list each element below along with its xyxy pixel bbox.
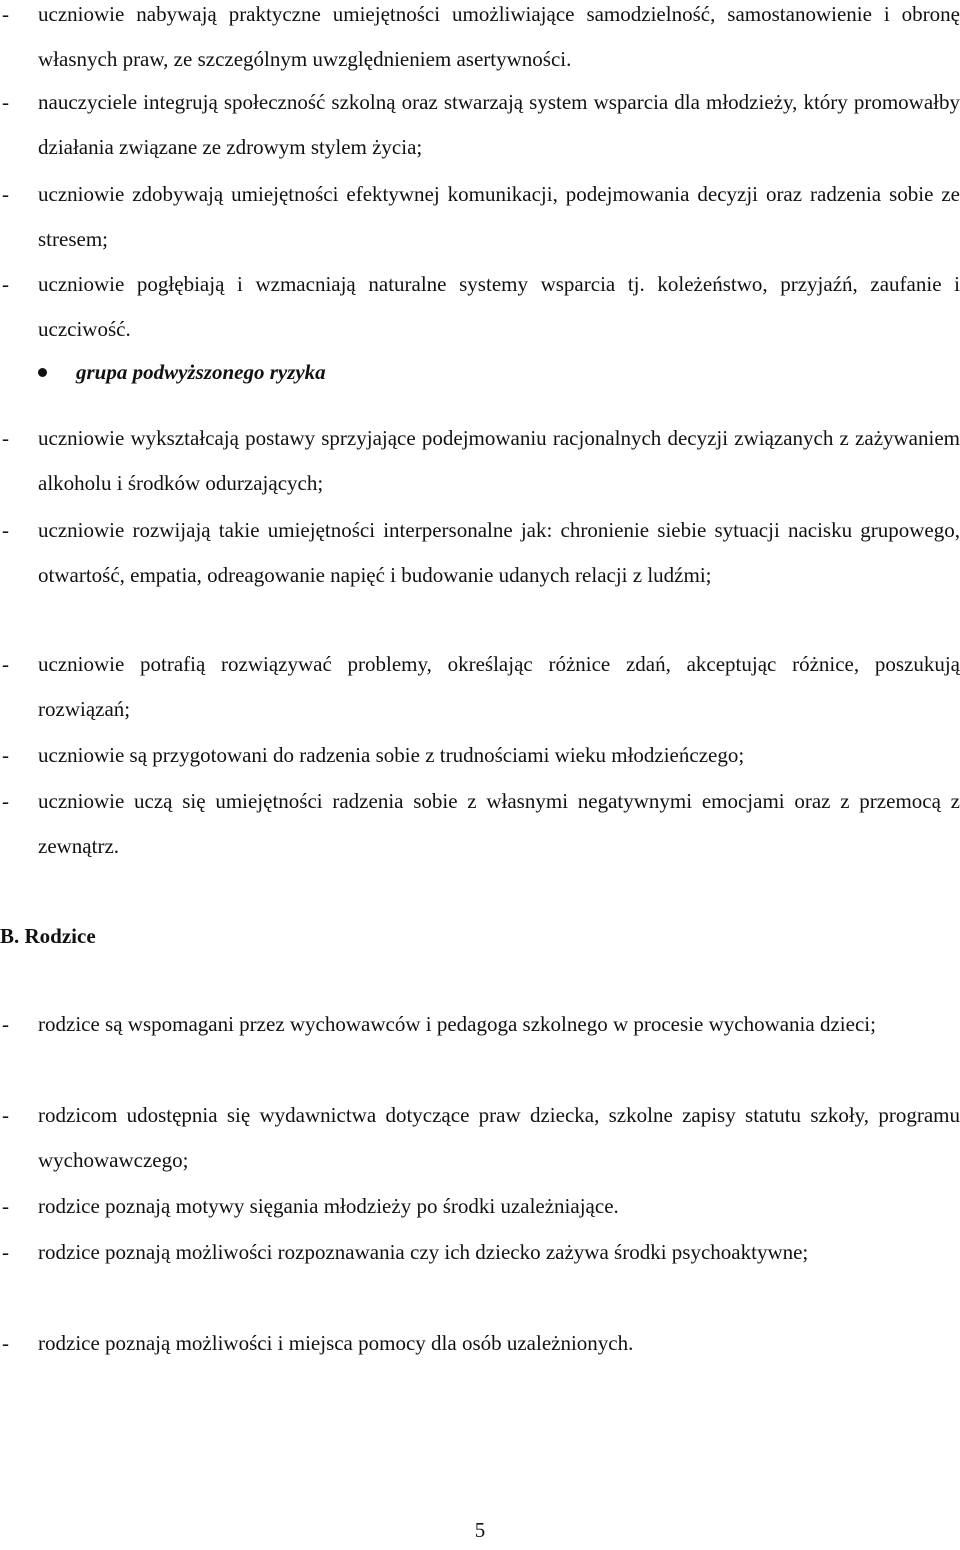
- list-dash: -: [2, 90, 9, 114]
- bullet-heading-text: grupa podwyższonego ryzyka: [76, 360, 326, 384]
- list-dash: -: [2, 518, 9, 542]
- list-item: [0, 779, 960, 869]
- list-item: [0, 262, 960, 352]
- list-item-text: rodzice poznają możliwości rozpoznawania czy ich dziecko zażywa środki psychoaktywne;: [38, 1240, 809, 1264]
- list-item-text: rodzice są wspomagani przez wychowawców i pedagoga szkolnego w procesie wychowania dzieci;: [38, 1012, 876, 1036]
- list-item: [0, 80, 960, 170]
- list-dash: -: [2, 1103, 9, 1127]
- list-item: [0, 0, 960, 82]
- list-item-text: uczniowie wykształcają postawy sprzyjające podejmowaniu racjonalnych decyzji związanych z zażywaniem alkoholu i środków odurzających;: [38, 426, 960, 495]
- list-dash: -: [2, 2, 9, 26]
- list-item-text: uczniowie potrafią rozwiązywać problemy, określając różnice zdań, akceptując różnice, poszukują rozwiązań;: [38, 652, 960, 721]
- list-item-text: uczniowie pogłębiają i wzmacniają naturalne systemy wsparcia tj. koleżeństwo, przyjaźń, zaufanie i uczciwość.: [38, 272, 960, 341]
- list-item-text: nauczyciele integrują społeczność szkolną oraz stwarzają system wsparcia dla młodzieży, który promowałby działania związane ze zdrowym stylem życia;: [38, 90, 960, 159]
- list-item: [0, 1093, 960, 1183]
- list-dash: -: [2, 1240, 9, 1264]
- list-dash: -: [2, 1331, 9, 1355]
- section-heading: B. Rodzice: [0, 924, 96, 948]
- list-item-text: uczniowie zdobywają umiejętności efektywnej komunikacji, podejmowania decyzji oraz radzenia sobie ze stresem;: [38, 182, 960, 251]
- list-item: [0, 642, 960, 732]
- list-dash: -: [2, 652, 9, 676]
- list-dash: -: [2, 789, 9, 813]
- page-number: 5: [474, 1518, 486, 1542]
- list-item-text: uczniowie uczą się umiejętności radzenia sobie z własnymi negatywnymi emocjami oraz z przemocą z zewnątrz.: [38, 789, 960, 858]
- list-item-text: uczniowie są przygotowani do radzenia sobie z trudnościami wieku młodzieńczego;: [38, 743, 745, 767]
- bullet-heading: [0, 350, 960, 394]
- list-item: [0, 172, 960, 262]
- list-item: [0, 1184, 960, 1229]
- list-item-text: rodzice poznają możliwości i miejsca pomocy dla osób uzależnionych.: [38, 1331, 634, 1355]
- list-dash: -: [2, 1012, 9, 1036]
- list-dash: -: [2, 272, 9, 296]
- list-item: [0, 1321, 960, 1366]
- list-item: [0, 1002, 960, 1047]
- list-item-text: rodzice poznają motywy sięgania młodzieży po środki uzależniające.: [38, 1194, 619, 1218]
- list-item-text: rodzicom udostępnia się wydawnictwa dotyczące praw dziecka, szkolne zapisy statutu szkoły, programu wychowawczego;: [38, 1103, 960, 1172]
- list-dash: -: [2, 426, 9, 450]
- list-dash: -: [2, 1194, 9, 1218]
- list-item-text: uczniowie nabywają praktyczne umiejętności umożliwiające samodzielność, samostanowienie i obronę własnych praw, ze szczególnym uwzględnieniem asertywności.: [38, 2, 960, 71]
- list-item: [0, 733, 960, 778]
- list-dash: -: [2, 182, 9, 206]
- list-item: [0, 416, 960, 506]
- list-item-text: uczniowie rozwijają takie umiejętności interpersonalne jak: chronienie siebie sytuacji nacisku grupowego, otwartość, empatia, odreagowanie napięć i budowanie udanych relacji z ludźmi;: [38, 518, 960, 587]
- bullet-dot-icon: [38, 368, 47, 377]
- list-dash: -: [2, 743, 9, 767]
- list-item: [0, 1230, 960, 1275]
- list-item: [0, 508, 960, 598]
